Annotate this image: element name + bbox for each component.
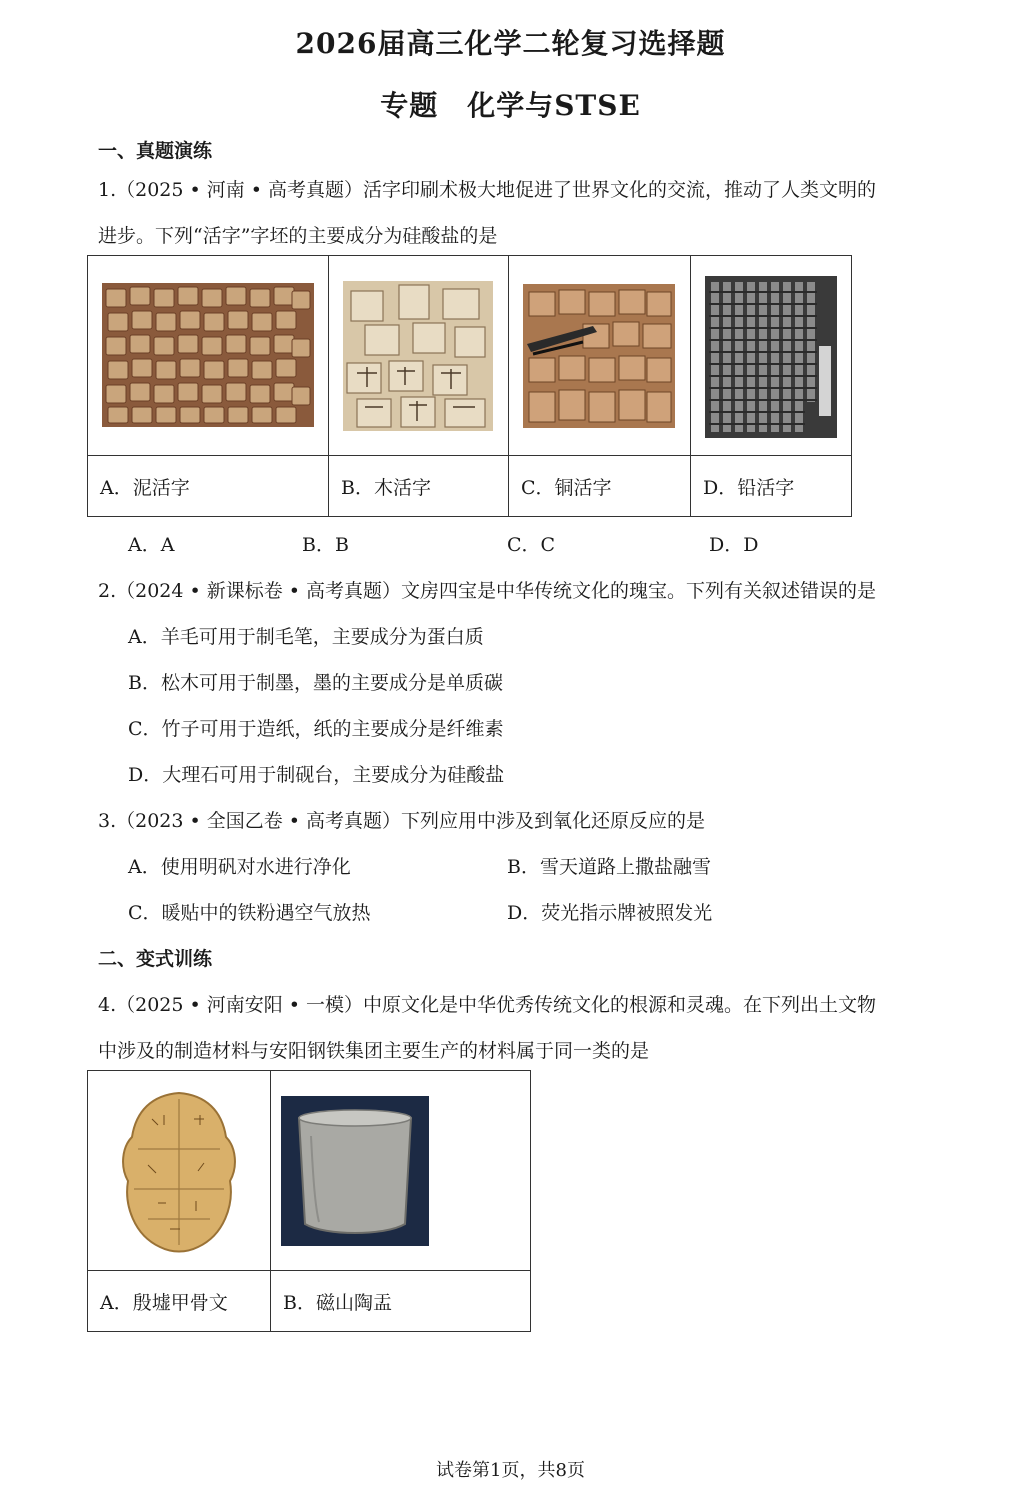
- q3-stem: 3.（2023 • 全国乙卷 • 高考真题）下列应用中涉及到氧化还原反应的是: [98, 810, 706, 832]
- q1-caption-c: C．铜活字: [509, 456, 691, 517]
- q3-option-a[interactable]: A．使用明矾对水进行净化: [128, 856, 351, 878]
- q4-image-cell-a: [88, 1071, 271, 1271]
- q2-option-b[interactable]: B．松木可用于制墨，墨的主要成分是单质碳: [128, 672, 503, 694]
- q3-option-d[interactable]: D．荧光指示牌被照发光: [507, 902, 713, 924]
- q1-stem-line1: 1.（2025 • 河南 • 高考真题）活字印刷术极大地促进了世界文化的交流，推动了人类文明的: [98, 179, 877, 201]
- clay-type-image: [102, 283, 314, 427]
- q1-image-table: [87, 255, 852, 517]
- q1-stem-line2: 进步。下列“活字”字坯的主要成分为硅酸盐的是: [98, 225, 498, 247]
- q1-image-cell-d: [691, 256, 852, 456]
- wood-type-image: [343, 281, 493, 431]
- q1-option-c[interactable]: C．C: [507, 534, 556, 556]
- q1-caption-b: B．木活字: [329, 456, 509, 517]
- q1-image-cell-a: [88, 256, 329, 456]
- section-heading-real-exam: 一、真题演练: [98, 140, 213, 162]
- q3-option-b[interactable]: B．雪天道路上撒盐融雪: [507, 856, 711, 878]
- q3-option-c[interactable]: C．暖贴中的铁粉遇空气放热: [128, 902, 371, 924]
- q4-caption-a: A．殷墟甲骨文: [88, 1271, 271, 1332]
- q2-option-c[interactable]: C．竹子可用于造纸，纸的主要成分是纤维素: [128, 718, 504, 740]
- q1-caption-d: D．铅活字: [691, 456, 852, 517]
- page-footer: 试卷第1页，共8页: [436, 1460, 585, 1481]
- q1-option-b[interactable]: B．B: [302, 534, 349, 556]
- q4-image-table: [87, 1070, 531, 1332]
- copper-type-image: [523, 284, 675, 428]
- page-subtitle: 专题 化学与STSE: [380, 89, 641, 122]
- q2-option-d[interactable]: D．大理石可用于制砚台，主要成分为硅酸盐: [128, 764, 505, 786]
- q1-image-cell-c: [509, 256, 691, 456]
- q2-stem: 2.（2024 • 新课标卷 • 高考真题）文房四宝是中华传统文化的瑰宝。下列有关叙述错误的是: [98, 580, 877, 602]
- q1-option-d[interactable]: D．D: [709, 534, 759, 556]
- q4-stem-line2: 中涉及的制造材料与安阳钢铁集团主要生产的材料属于同一类的是: [98, 1040, 650, 1062]
- q2-option-a[interactable]: A．羊毛可用于制毛笔，主要成分为蛋白质: [128, 626, 484, 648]
- q4-stem-line1: 4.（2025 • 河南安阳 • 一模）中原文化是中华优秀传统文化的根源和灵魂。在下列出土文物: [98, 994, 877, 1016]
- oracle-bone-image: [118, 1089, 240, 1255]
- q4-image-cell-b: [271, 1071, 531, 1271]
- q1-caption-a: A．泥活字: [88, 456, 329, 517]
- section-heading-variant-training: 二、变式训练: [98, 948, 213, 970]
- q1-option-a[interactable]: A．A: [128, 534, 175, 556]
- page-title: 2026届高三化学二轮复习选择题: [295, 27, 726, 60]
- pottery-yu-image: [281, 1096, 429, 1246]
- q4-caption-b: B．磁山陶盂: [271, 1271, 531, 1332]
- lead-type-image: [705, 276, 837, 438]
- q1-image-cell-b: [329, 256, 509, 456]
